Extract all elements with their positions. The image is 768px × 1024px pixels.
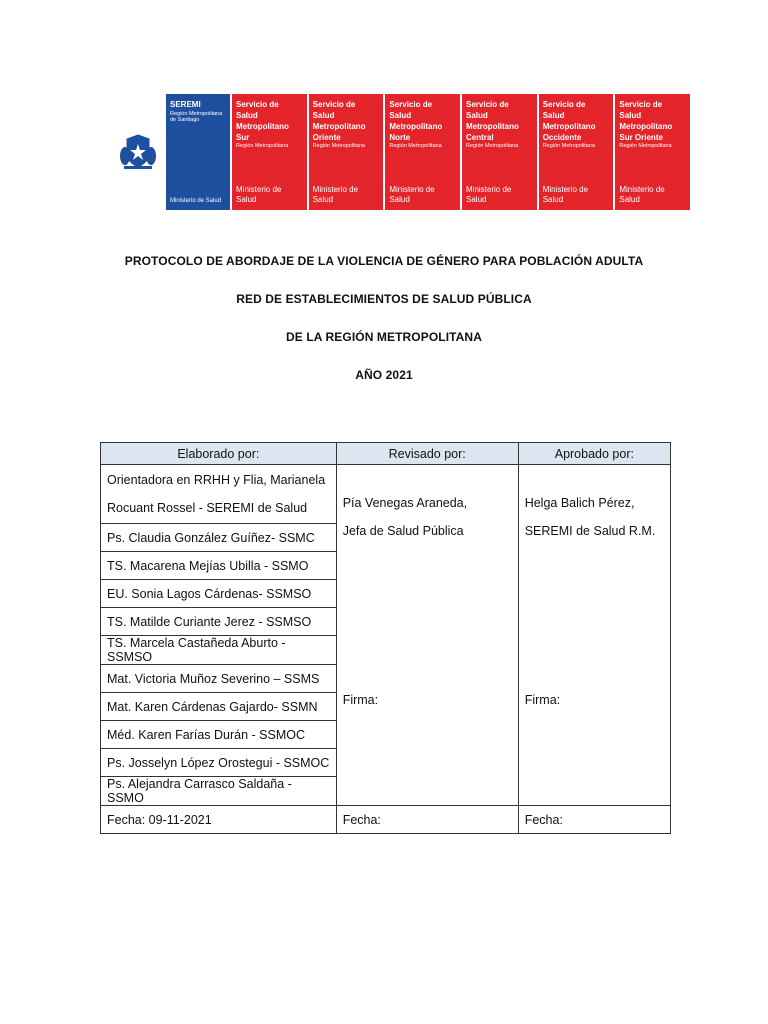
service-ministry: Ministerio de Salud [466,185,512,204]
service-title: Servicio de Salud Metropolitano Central [466,100,519,142]
fecha-elaborado: Fecha: 09-11-2021 [101,806,337,834]
service-title: Servicio de Salud Metropolitano Sur Oriente [619,100,673,142]
elaborado-entry: TS. Matilde Curiante Jerez - SSMSO [101,608,337,636]
elaborado-entry: Orientadora en RRHH y Flia, Marianela Rocuant Rossel - SEREMI de Salud [101,465,337,524]
service-logo-norte [385,94,460,210]
revisado-firma: Firma: [342,693,379,707]
seremi-logo [110,94,230,210]
table-header-row [101,443,671,465]
coat-of-arms-icon [110,94,166,210]
service-ministry: Ministerio de Salud [236,185,282,204]
service-region: Región Metropolitana [389,143,442,149]
service-ministry: Ministerio de Salud [389,185,435,204]
elaborado-entry: EU. Sonia Lagos Cárdenas- SSMSO [101,580,337,608]
revisado-role: Jefa de Salud Pública [342,524,464,538]
logo-banner [110,94,690,210]
elaborado-entry: Ps. Alejandra Carrasco Saldaña - SSMO [101,777,337,806]
elaborado-entry: TS. Macarena Mejías Ubilla - SSMO [101,552,337,580]
aprobado-name: Helga Balich Pérez, [524,496,635,510]
fecha-aprobado: Fecha: [518,806,670,834]
date-row [101,806,671,834]
service-region: Región Metropolitana [542,143,595,149]
document-year: AÑO 2021 [355,368,413,382]
fecha-revisado: Fecha: [336,806,518,834]
elaborado-entry: Ps. Josselyn López Orostegui - SSMOC [101,749,337,777]
document-region: DE LA REGIÓN METROPOLITANA [286,330,482,344]
document-subtitle: RED DE ESTABLECIMIENTOS DE SALUD PÚBLICA [236,292,532,306]
header-elaborado: Elaborado por: [101,443,337,465]
seremi-ministry: Ministerio de Salud [170,198,222,204]
elaborado-entry: TS. Marcela Castañeda Aburto - SSMSO [101,636,337,665]
service-region: Región Metropolitana [236,143,289,149]
seremi-subtitle: Región Metropolitana de Santiago [170,111,223,123]
elaborado-entry: Ps. Claudia González Guíñez- SSMC [101,524,337,552]
service-logo-sur [232,94,307,210]
service-region: Región Metropolitana [619,143,672,149]
service-logo-sur-oriente [615,94,690,210]
seremi-title: SEREMI [170,100,201,109]
service-region: Región Metropolitana [466,143,519,149]
service-title: Servicio de Salud Metropolitano Occidente [542,100,596,142]
elaborado-entry: Méd. Karen Farías Durán - SSMOC [101,721,337,749]
service-region: Región Metropolitana [312,143,365,149]
revisado-name: Pía Venegas Araneda, [342,496,468,510]
aprobado-cell [518,465,670,806]
service-title: Servicio de Salud Metropolitano Norte [389,100,443,142]
aprobado-firma: Firma: [524,693,561,707]
service-logo-oriente [309,94,384,210]
elaborado-entry: Mat. Karen Cárdenas Gajardo- SSMN [101,693,337,721]
document-title: PROTOCOLO DE ABORDAJE DE LA VIOLENCIA DE GÉNERO PARA POBLACIÓN ADULTA [124,254,644,268]
service-ministry: Ministerio de Salud [542,185,589,204]
elaborado-entry: Mat. Victoria Muñoz Severino – SSMS [101,665,337,693]
header-revisado: Revisado por: [336,443,518,465]
service-ministry: Ministerio de Salud [312,185,359,204]
header-aprobado: Aprobado por: [518,443,670,465]
service-logo-occidente [539,94,614,210]
approval-table [100,442,671,834]
service-ministry: Ministerio de Salud [619,185,665,204]
service-title: Servicio de Salud Metropolitano Sur [236,100,289,142]
service-logo-central [462,94,537,210]
service-title: Servicio de Salud Metropolitano Oriente [312,100,366,142]
aprobado-role: SEREMI de Salud R.M. [524,524,656,538]
revisado-cell [336,465,518,806]
